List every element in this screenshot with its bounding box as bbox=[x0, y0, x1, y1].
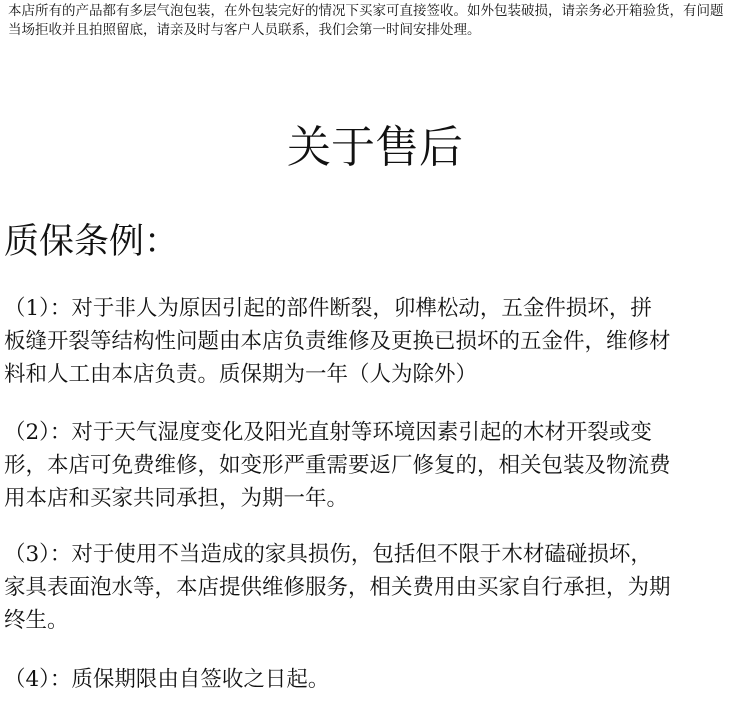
clause-line: （2）：对于天气湿度变化及阳光直射等环境因素引起的木材开裂或变 bbox=[4, 420, 652, 445]
clause-line: 家具表面泡水等，本店提供维修服务，相关费用由买家自行承担，为期 bbox=[4, 575, 671, 600]
notice-line: 当场拒收并且拍照留底，请亲及时与客户人员联系，我们会第一时间安排处理。 bbox=[8, 22, 481, 38]
clause-line: （4）：质保期限由自签收之日起。 bbox=[4, 667, 330, 692]
clause-line: 用本店和买家共同承担，为期一年。 bbox=[4, 486, 349, 511]
warranty-clause-1 bbox=[4, 292, 748, 391]
warranty-clause-3 bbox=[4, 538, 748, 637]
warranty-clause-2 bbox=[4, 416, 748, 515]
clause-line: （3）：对于使用不当造成的家具损伤，包括但不限于木材磕碰损坏， bbox=[4, 542, 652, 567]
clause-line: 终生。 bbox=[4, 608, 69, 633]
notice-line: 本店所有的产品都有多层气泡包装，在外包装完好的情况下买家可直接签收。如外包装破损，请亲务必开箱验货，有问题 bbox=[8, 3, 724, 19]
clause-line: 形，本店可免费维修，如变形严重需要返厂修复的，相关包装及物流费 bbox=[4, 453, 671, 478]
clause-line: 料和人工由本店负责。质保期为一年（人为除外） bbox=[4, 362, 478, 387]
clause-line: 板缝开裂等结构性问题由本店负责维修及更换已损坏的五金件，维修材 bbox=[4, 329, 671, 354]
page-title: 关于售后 bbox=[287, 122, 463, 173]
warranty-clause-4 bbox=[4, 663, 748, 696]
clause-line: （1）：对于非人为原因引起的部件断裂，卯榫松动，五金件损坏，拼 bbox=[4, 296, 652, 321]
shipping-notice bbox=[8, 2, 750, 40]
section-title: 质保条例： bbox=[4, 222, 180, 262]
